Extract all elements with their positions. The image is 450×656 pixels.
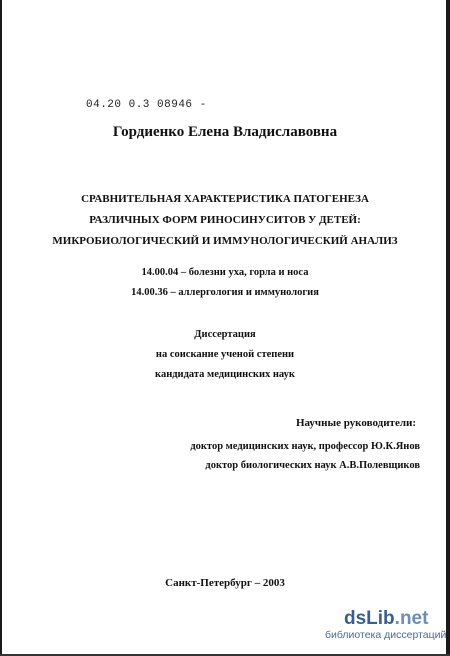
city-year: Санкт-Петербург – 2003 (165, 577, 285, 589)
watermark-logo-text (344, 608, 448, 630)
specialty-line: 14.00.04 – болезни уха, горла и носа (141, 267, 309, 278)
watermark-tagline: библиотека диссертаций (325, 629, 447, 641)
logo-suffix: .net (394, 608, 429, 629)
title-line: СРАВНИТЕЛЬНАЯ ХАРАКТЕРИСТИКА ПАТОГЕНЕЗА (81, 193, 369, 205)
work-type (0, 325, 450, 385)
watermark-logo (325, 608, 448, 641)
logo-main: dsLib (344, 608, 395, 629)
title-line: РАЗЛИЧНЫХ ФОРМ РИНОСИНУСИТОВ У ДЕТЕЙ: (89, 214, 361, 226)
registration-number: 04.20 0.3 08946 - (86, 99, 207, 111)
supervisors-label: Научные руководители: (295, 417, 416, 429)
specialty-line: 14.00.36 – аллергология и иммунология (131, 287, 319, 298)
title-line: МИКРОБИОЛОГИЧЕСКИЙ И ИММУНОЛОГИЧЕСКИЙ АНАЛИЗ (52, 235, 398, 247)
work-type-line: Диссертация (194, 329, 256, 340)
supervisor-line: доктор медицинских наук, профессор Ю.К.Янов (190, 441, 420, 452)
supervisor-line: доктор биологических наук А.В.Полевщиков (205, 460, 420, 471)
work-type-line: кандидата медицинских наук (155, 369, 295, 380)
specialties (0, 263, 450, 303)
author-name: Гордиенко Елена Владиславовна (112, 124, 338, 140)
dissertation-title (0, 189, 450, 252)
work-type-line: на соискание ученой степени (155, 349, 295, 360)
